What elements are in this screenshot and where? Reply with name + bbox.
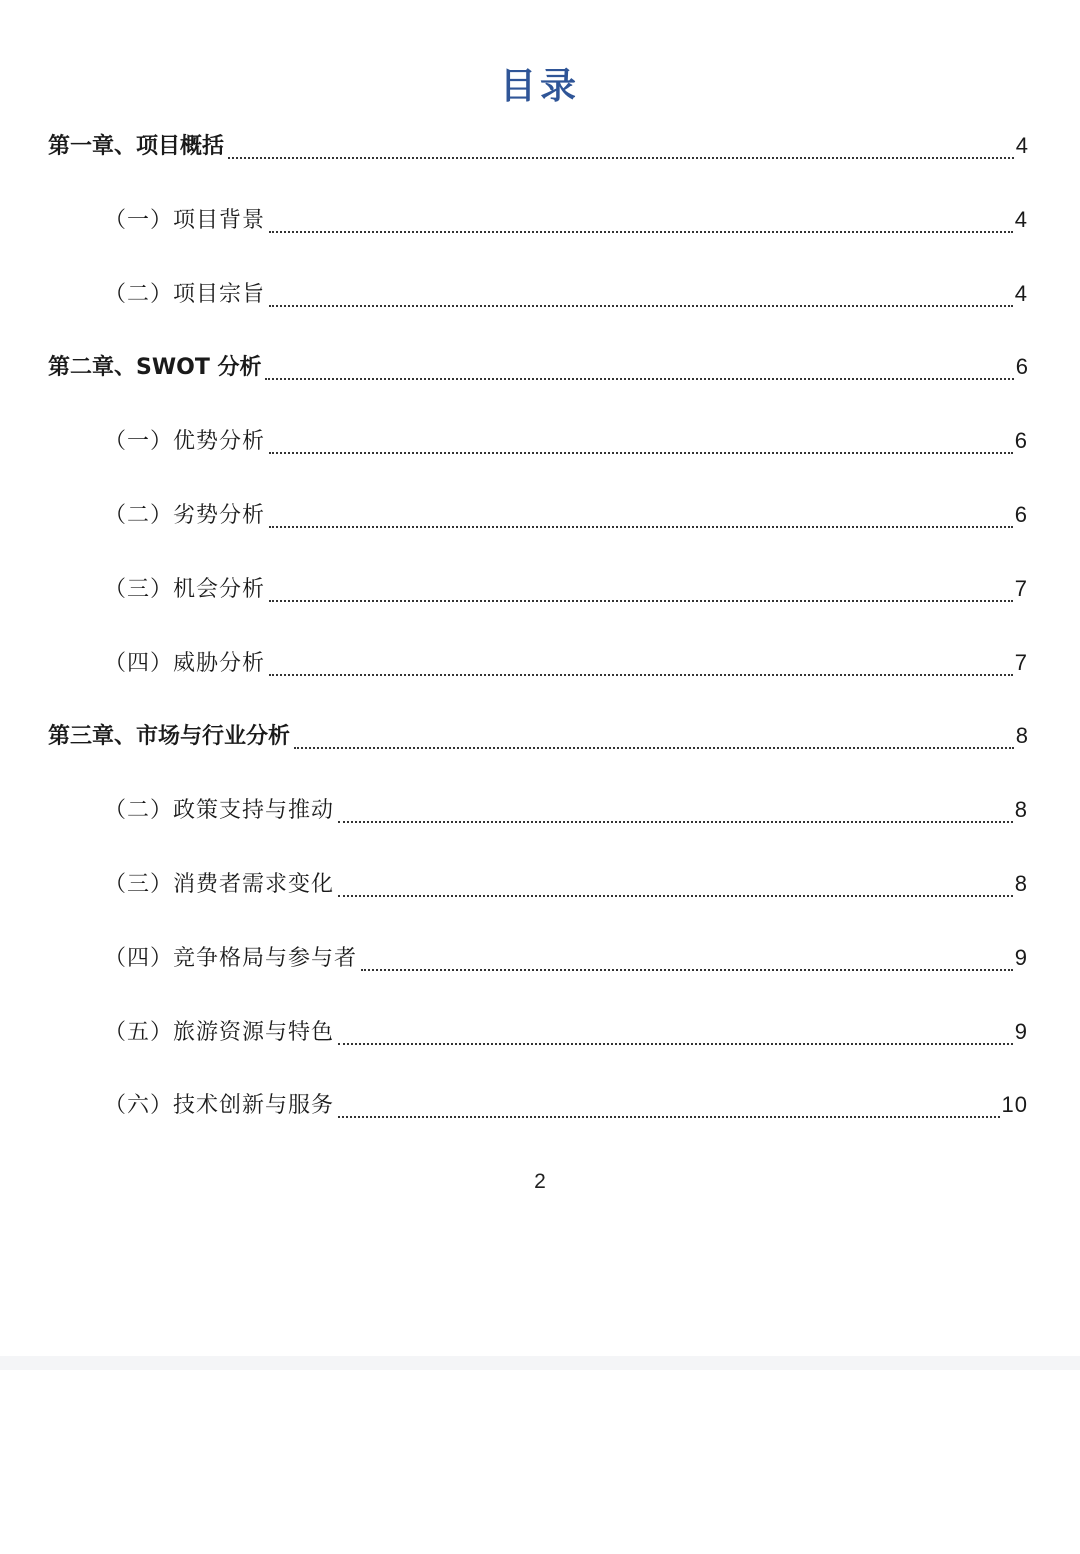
toc-dot-leader [338,895,1013,897]
toc-section-entry[interactable] [104,421,1028,461]
toc-dot-leader [338,821,1013,823]
toc-entry-label: （二）劣势分析 [104,503,266,528]
toc-dot-leader [269,231,1013,233]
toc-entry-label: 第二章、SWOT 分析 [48,355,262,381]
toc-section-entry[interactable] [104,274,1028,314]
toc-chapter-entry[interactable] [48,716,1028,756]
toc-entry-page-number: 4 [1014,280,1028,306]
toc-dot-leader [294,747,1014,749]
toc-section-entry[interactable] [104,495,1028,535]
toc-entry-page-number: 4 [1014,206,1028,232]
toc-chapter-entry[interactable] [48,347,1028,387]
toc-entry-label: 第三章、市场与行业分析 [48,724,291,750]
toc-entry-page-number: 6 [1015,354,1028,380]
toc-entry-label: （五）旅游资源与特色 [104,1019,335,1045]
toc-entry-label: 第一章、项目概括 [48,134,225,159]
toc-entry-label: （三）机会分析 [104,576,266,602]
toc-dot-leader [338,1043,1013,1045]
toc-entry-page-number: 4 [1015,133,1028,158]
toc-section-entry[interactable] [104,1085,1028,1125]
toc-entry-label: （四）竞争格局与参与者 [104,945,358,971]
toc-dot-leader [269,305,1013,307]
toc-dot-leader [269,600,1013,602]
toc-section-entry[interactable] [104,938,1028,978]
toc-entry-page-number: 10 [1001,1092,1028,1118]
toc-section-entry[interactable] [104,864,1028,904]
toc-dot-leader [269,674,1013,676]
toc-entry-label: （二）政策支持与推动 [104,798,335,824]
toc-entry-label: （一）项目背景 [104,207,266,233]
page-number: 2 [534,1170,546,1193]
toc-dot-leader [338,1116,1000,1118]
toc-entry-page-number: 9 [1014,1018,1028,1044]
toc-entry-label: （三）消费者需求变化 [104,872,335,897]
toc-entry-page-number: 9 [1014,944,1028,970]
toc-dot-leader [228,157,1014,159]
toc-entry-label: （二）项目宗旨 [104,281,266,307]
next-page-blank [0,1370,1080,1554]
toc-entry-page-number: 6 [1014,502,1028,527]
toc-dot-leader [269,452,1013,454]
page-separator [0,1356,1080,1370]
toc-entry-page-number: 7 [1014,649,1028,675]
toc-dot-leader [361,969,1013,971]
toc-section-entry[interactable] [104,790,1028,830]
toc-entry-label: （四）威胁分析 [104,650,266,676]
toc-section-entry[interactable] [104,1012,1028,1052]
toc-entry-page-number: 8 [1014,797,1028,823]
toc-entry-label: （一）优势分析 [104,429,266,455]
toc-section-entry[interactable] [104,200,1028,240]
toc-entry-page-number: 7 [1014,575,1028,601]
toc-entry-page-number: 8 [1014,871,1028,896]
toc-entry-page-number: 6 [1014,428,1028,454]
toc-entry-page-number: 8 [1015,723,1028,749]
toc-dot-leader [269,526,1013,528]
toc-entry-label: （六）技术创新与服务 [104,1093,335,1119]
toc-section-entry[interactable] [104,569,1028,609]
toc-section-entry[interactable] [104,643,1028,683]
toc-chapter-entry[interactable] [48,126,1028,166]
toc-dot-leader [265,378,1013,380]
toc-title: 目录 [499,66,580,107]
